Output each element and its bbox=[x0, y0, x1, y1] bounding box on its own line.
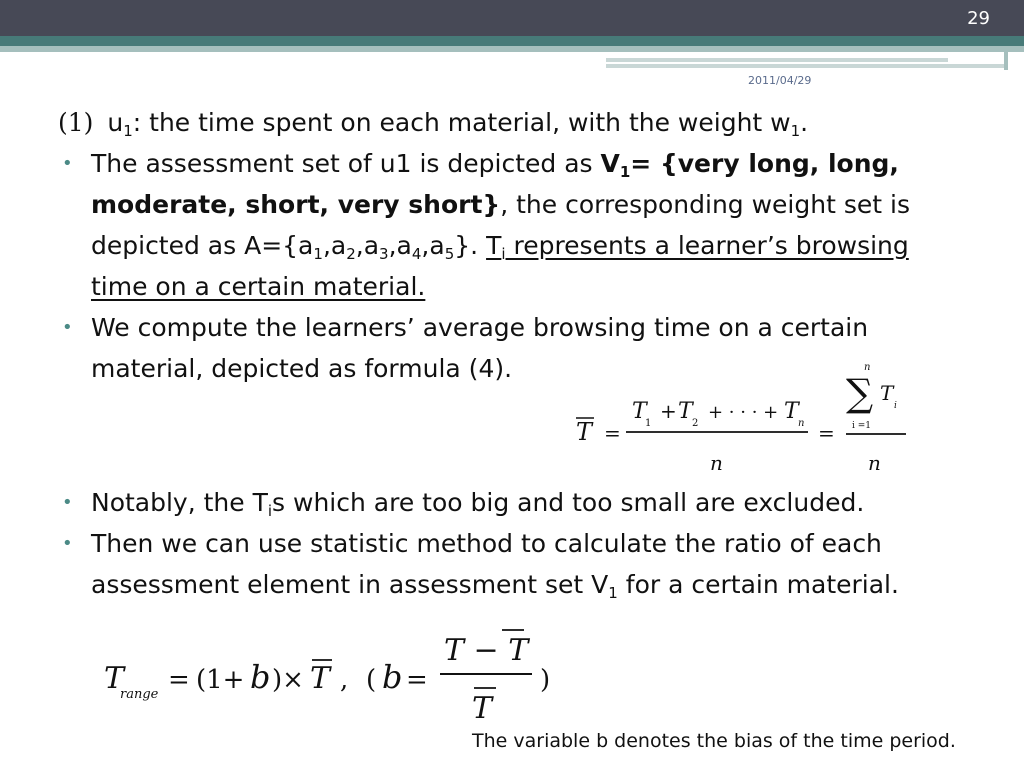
paren-one-plus: (1+ bbox=[196, 665, 245, 695]
num-tn: T bbox=[784, 399, 799, 424]
heading-line bbox=[58, 102, 988, 143]
decor-line bbox=[606, 64, 1006, 68]
equals-2: = bbox=[406, 665, 428, 695]
slide-body bbox=[58, 102, 988, 605]
bullet1-line2 bbox=[91, 184, 988, 225]
text: V bbox=[600, 149, 620, 178]
accent-stripe bbox=[0, 36, 1024, 46]
text: for a certain material. bbox=[617, 570, 899, 599]
underlined-definition-end: time on a certain material. bbox=[91, 272, 426, 301]
sigma-top: n bbox=[864, 362, 871, 373]
caption-text: The variable b denotes the bias of the time period. bbox=[472, 730, 956, 752]
bullet4-line1: Then we can use statistic method to calculate the ratio of each bbox=[91, 529, 882, 558]
num-sn: n bbox=[798, 418, 805, 429]
decor-line bbox=[606, 58, 948, 62]
bullet-dot: • bbox=[62, 153, 73, 174]
text: ,a bbox=[355, 231, 380, 260]
var-b-2: b bbox=[382, 658, 403, 696]
var-b: b bbox=[250, 658, 271, 696]
bullet-dot: • bbox=[62, 317, 73, 338]
bullet-assessment-set bbox=[58, 143, 988, 307]
sub: 3 bbox=[379, 245, 389, 263]
decor-tick bbox=[1004, 52, 1008, 70]
sub: i bbox=[267, 502, 273, 520]
bullet-dot: • bbox=[62, 533, 73, 554]
bullet1-line1 bbox=[91, 143, 988, 184]
bullet1-line3 bbox=[91, 225, 988, 266]
text: depicted as A={a bbox=[91, 231, 314, 260]
bullet1-line4 bbox=[91, 266, 988, 307]
num-dots: + · · · + bbox=[708, 402, 779, 423]
text: , the corresponding weight set is bbox=[500, 190, 910, 219]
slide-number: 29 bbox=[967, 8, 990, 29]
sub: 2 bbox=[346, 245, 356, 263]
sub: 5 bbox=[444, 245, 455, 263]
bullet-dot: • bbox=[62, 492, 73, 513]
sub: 1 bbox=[608, 584, 618, 602]
comma: , bbox=[340, 665, 349, 695]
den-n: n bbox=[710, 451, 723, 475]
t-range-t: T bbox=[104, 661, 125, 696]
text: s which are too big and too small are excluded. bbox=[272, 488, 865, 517]
lhs-t: T bbox=[576, 418, 593, 446]
sub: 1 bbox=[313, 245, 323, 263]
heading-end: . bbox=[800, 108, 809, 137]
bullet2-line1: We compute the learners’ average browsing time on a certain bbox=[91, 313, 869, 342]
text: The assessment set of u1 is depicted as bbox=[91, 149, 601, 178]
underlined-definition bbox=[486, 231, 909, 263]
text: assessment element in assessment set V bbox=[91, 570, 609, 599]
sigma-bottom: i =1 bbox=[852, 421, 872, 431]
num-plus: + bbox=[660, 399, 677, 423]
accent-stripe-light bbox=[0, 46, 1024, 52]
t-bar: T bbox=[310, 661, 331, 696]
close-times: )× bbox=[272, 665, 304, 695]
heading-weight-sub: 1 bbox=[790, 122, 801, 140]
heading-var: u bbox=[99, 108, 124, 137]
num-t2: T bbox=[678, 399, 693, 424]
sub: 1 bbox=[619, 163, 631, 181]
sum-t: T bbox=[880, 381, 894, 405]
text: }. bbox=[454, 231, 487, 260]
text: ,a bbox=[388, 231, 412, 260]
bullet-exclusion bbox=[58, 482, 988, 523]
bullet4-line2 bbox=[91, 564, 988, 605]
sum-sub: i bbox=[894, 401, 897, 411]
text: ,a bbox=[322, 231, 347, 260]
heading-number: (1) bbox=[58, 108, 94, 137]
text: T bbox=[486, 231, 502, 260]
den-t-bar: T bbox=[472, 691, 493, 726]
formula-average-time bbox=[568, 360, 918, 480]
equals-2: = bbox=[818, 421, 835, 445]
heading-text: : the time spent on each material, with the weight w bbox=[132, 108, 791, 137]
bullet-statistics bbox=[58, 523, 988, 605]
equals: = bbox=[168, 665, 190, 695]
text: represents a learner’s browsing bbox=[505, 231, 909, 260]
top-bar bbox=[0, 0, 1024, 36]
close-paren: ) bbox=[540, 665, 551, 695]
sigma: ∑ bbox=[846, 371, 874, 415]
formula-range bbox=[100, 622, 570, 728]
num-t-minus-tbar: T − T bbox=[444, 633, 529, 668]
t-range-sub: range bbox=[120, 687, 159, 702]
text: Notably, the T bbox=[91, 488, 268, 517]
bullet2-line2: material, depicted as formula (4). bbox=[91, 354, 513, 383]
text: ,a bbox=[421, 231, 445, 260]
num-s2: 2 bbox=[692, 418, 699, 429]
text: = {very long, long, bbox=[630, 149, 899, 178]
sub: 4 bbox=[411, 245, 422, 263]
open-paren: ( bbox=[366, 665, 377, 695]
num-t1: T bbox=[632, 399, 647, 424]
bullet3-line bbox=[91, 482, 988, 523]
slide-date: 2011/04/29 bbox=[748, 74, 812, 87]
text: moderate, short, very short} bbox=[91, 190, 501, 219]
equals: = bbox=[604, 421, 621, 445]
num-s1: 1 bbox=[645, 418, 652, 429]
sub: i bbox=[501, 245, 506, 263]
den-n-2: n bbox=[868, 451, 881, 475]
heading-sub: 1 bbox=[123, 122, 133, 140]
